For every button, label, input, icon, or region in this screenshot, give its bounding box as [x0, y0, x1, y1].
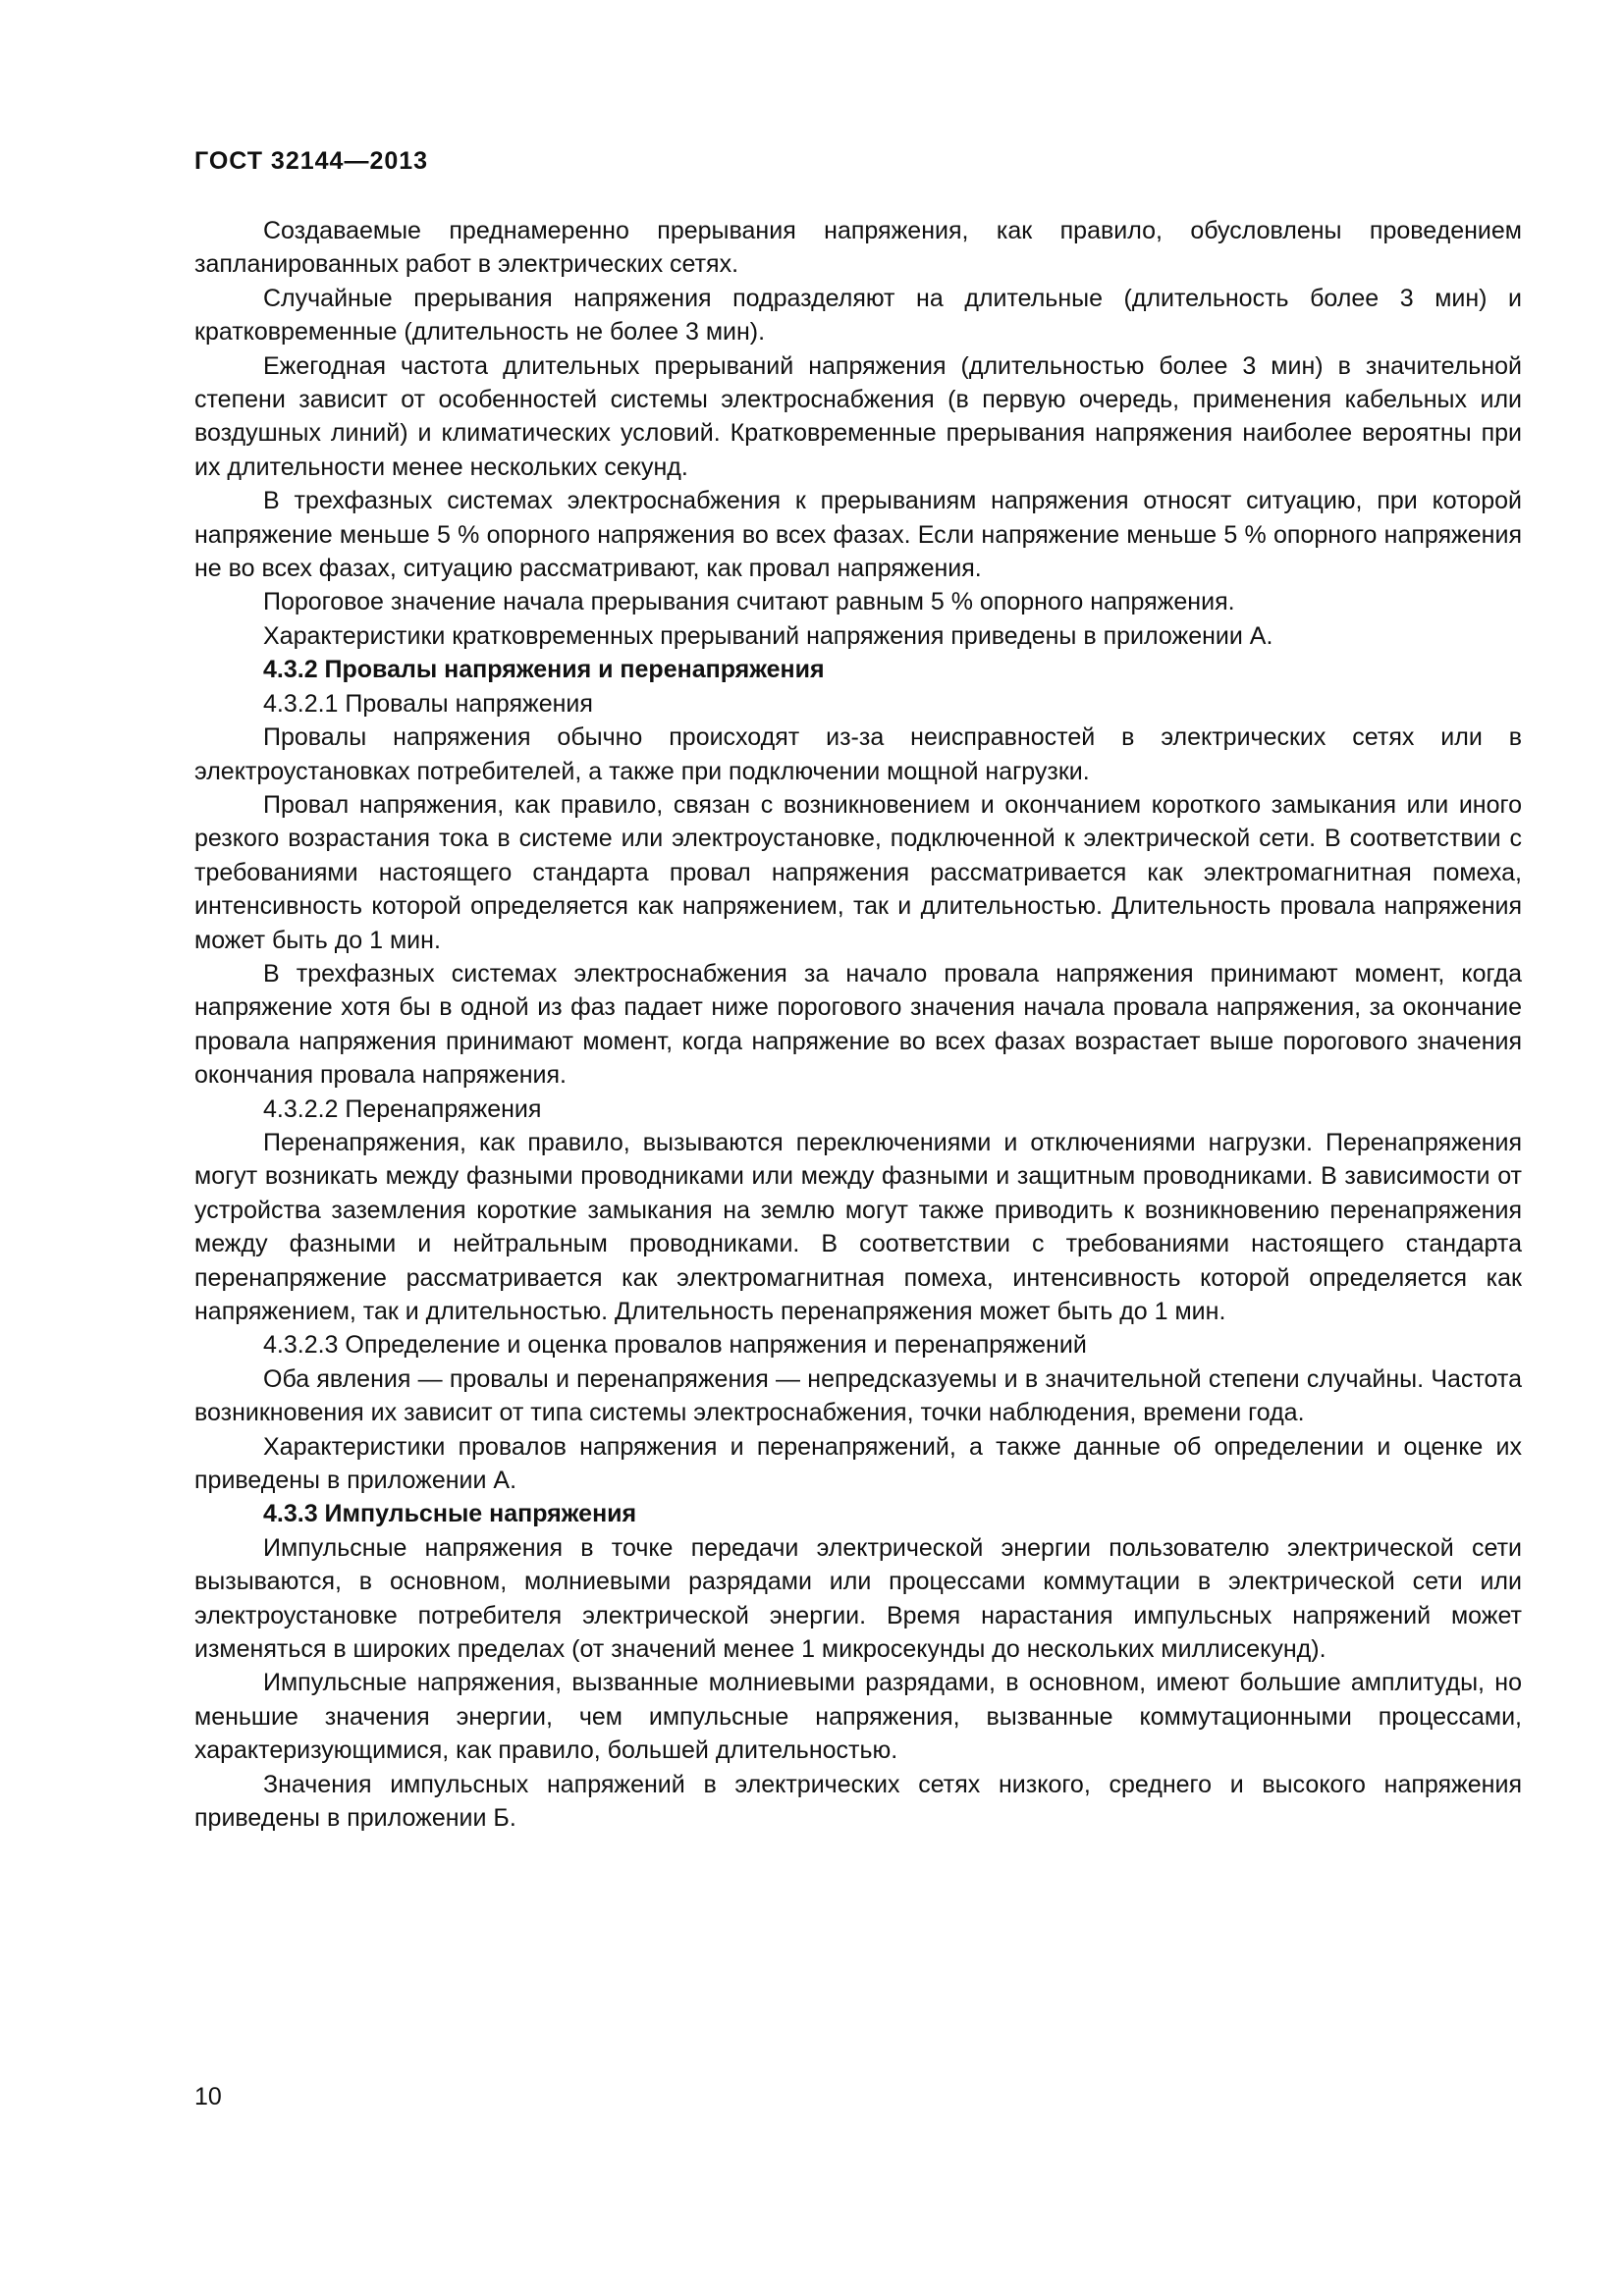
paragraph: Характеристики провалов напряжения и перенапряжений, а также данные об определении и оценке их приведены в приложении А. — [194, 1432, 1522, 1495]
document-body — [194, 214, 1522, 1836]
paragraph: Провал напряжения, как правило, связан с возникновением и окончанием короткого замыкания или иного резкого возрастания тока в системе или электроустановке, подключенной к электрической сети. В соответствии с требованиями настоящего стандарта провал напряжения рассматривается как электромагнитная помеха, интенсивность которой определяется как напряжением, так и длительностью. Длительность провала напряжения может быть до 1 мин. — [194, 790, 1522, 954]
paragraph: Значения импульсных напряжений в электрических сетях низкого, среднего и высокого напряжения приведены в приложении Б. — [194, 1770, 1522, 1833]
paragraph: Пороговое значение начала прерывания считают равным 5 % опорного напряжения. — [263, 588, 1235, 616]
paragraph: Перенапряжения, как правило, вызываются переключениями и отключениями нагрузки. Перенапряжения могут возникать между фазными проводниками или между фазными и защитным проводниками. В зависимости от устройства заземления короткие замыкания на землю могут также приводить к возникновению перенапряжения между фазными и нейтральным проводниками. В соответствии с требованиями настоящего стандарта перенапряжение рассматривается как электромагнитная помеха, интенсивность которой определяется как напряжением, так и длительностью. Длительность перенапряжения может быть до 1 мин. — [194, 1128, 1522, 1325]
paragraph: Импульсные напряжения в точке передачи электрической энергии пользователю электрической сети вызываются, в основном, молниевыми разрядами или процессами коммутации в электрической сети или электроустановке потребителя электрической энергии. Время нарастания импульсных напряжений может изменяться в широких пределах (от значений менее 1 микросекунды до нескольких миллисекунд). — [194, 1533, 1522, 1664]
page-number: 10 — [194, 2083, 222, 2110]
paragraph: Провалы напряжения обычно происходят из-за неисправностей в электрических сетях или в электроустановках потребителей, а также при подключении мощной нагрузки. — [194, 723, 1522, 785]
section-heading-4-3-3: 4.3.3 Импульсные напряжения — [263, 1500, 637, 1528]
paragraph: Случайные прерывания напряжения подразделяют на длительные (длительность более 3 мин) и кратковременные (длительность не более 3 мин). — [194, 284, 1522, 347]
paragraph: В трехфазных системах электроснабжения за начало провала напряжения принимают момент, когда напряжение хотя бы в одной из фаз падает ниже порогового значения начала провала напряжения, за окончание провала напряжения принимают момент, когда напряжение во всех фазах возрастает выше порогового значения окончания провала напряжения. — [194, 959, 1522, 1090]
subsection-heading-4-3-2-2: 4.3.2.2 Перенапряжения — [263, 1095, 542, 1123]
subsection-heading-4-3-2-1: 4.3.2.1 Провалы напряжения — [263, 689, 593, 718]
subsection-heading-4-3-2-3: 4.3.2.3 Определение и оценка провалов напряжения и перенапряжений — [263, 1331, 1087, 1360]
section-heading-4-3-2: 4.3.2 Провалы напряжения и перенапряжения — [263, 656, 825, 684]
paragraph: Ежегодная частота длительных прерываний напряжения (длительностью более 3 мин) в значительной степени зависит от особенностей системы электроснабжения (в первую очередь, применения кабельных или воздушных линий) и климатических условий. Кратковременные прерывания напряжения наиболее вероятны при их длительности менее нескольких секунд. — [194, 351, 1522, 481]
paragraph: Характеристики кратковременных прерываний напряжения приведены в приложении А. — [263, 621, 1273, 650]
paragraph: Импульсные напряжения, вызванные молниевыми разрядами, в основном, имеют большие амплитуды, но меньшие значения энергии, чем импульсные напряжения, вызванные коммутационными процессами, характеризующимися, как правило, большей длительностью. — [194, 1669, 1522, 1765]
paragraph: Оба явления — провалы и перенапряжения — непредсказуемы и в значительной степени случайны. Частота возникновения их зависит от типа системы электроснабжения, точки наблюдения, времени года. — [194, 1364, 1522, 1427]
document-header: ГОСТ 32144—2013 — [194, 147, 429, 175]
paragraph: Создаваемые преднамеренно прерывания напряжения, как правило, обусловлены проведением запланированных работ в электрических сетях. — [194, 217, 1522, 279]
paragraph: В трехфазных системах электроснабжения к прерываниям напряжения относят ситуацию, при которой напряжение меньше 5 % опорного напряжения во всех фазах. Если напряжение меньше 5 % опорного напряжения не во всех фазах, ситуацию рассматривают, как провал напряжения. — [194, 487, 1522, 583]
